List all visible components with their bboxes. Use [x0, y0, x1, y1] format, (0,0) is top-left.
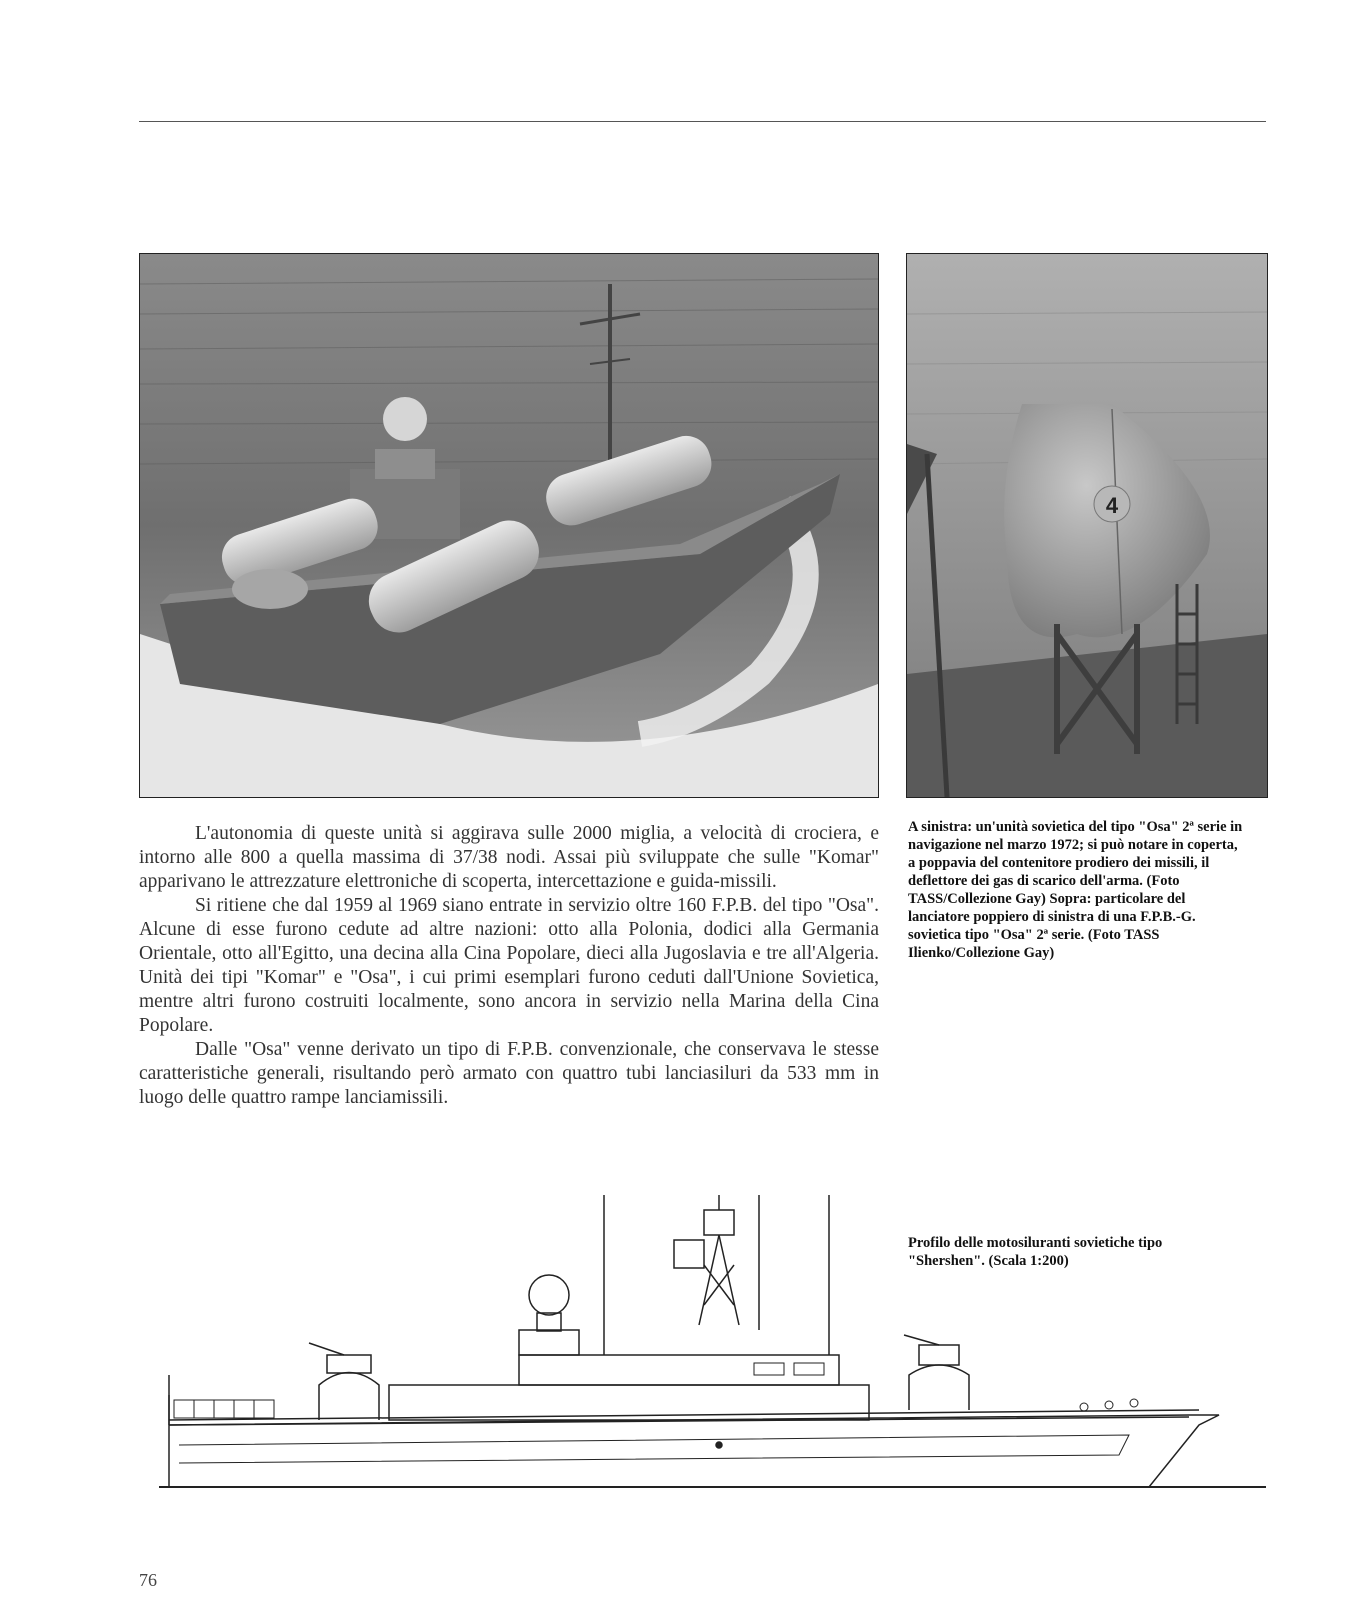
body-paragraph: Dalle "Osa" venne derivato un tipo di F.P.B. convenzionale, che conservava le stesse caratteristiche generali, risultando però armato con quattro tubi lanciasiluri da 533 mm in luogo delle quattro rampe lanciamissili.: [139, 1039, 879, 1108]
launcher-number-mark: 4: [1105, 493, 1119, 518]
body-text: [139, 822, 879, 1110]
osa-boat-photo: [139, 253, 879, 798]
page-number: 76: [139, 1570, 157, 1590]
body-paragraph: Si ritiene che dal 1959 al 1969 siano entrate in servizio oltre 160 F.P.B. del tipo "Osa". Alcune di esse furono cedute ad altre nazioni: otto alla Polonia, dodici alla Germania Orientale, otto all'Egitto, una decina alla Cina Popolare, dieci alla Jugoslavia e tre all'Algeria. Unità dei tipi "Komar" e "Osa", i cui primi esemplari furono ceduti dall'Unione Sovietica, mentre altri furono costruiti localmente, sono ancora in servizio nella Marina della Cina Popolare.: [139, 895, 879, 1036]
photo-caption: A sinistra: un'unità sovietica del tipo "Osa" 2ª serie in navigazione nel marzo 1972; si può notare in coperta, a poppavia del contenitore prodiero dei missili, il deflettore dei gas di scarico dell'arma. (Foto TASS/Collezione Gay) Sopra: particolare del lanciatore poppiero di sinistra di una F.P.B.-G. sovietica tipo "Osa" 2ª serie. (Foto TASS Ilienko/Collezione Gay): [908, 819, 1243, 961]
shershen-profile-drawing: [139, 1195, 1266, 1505]
profile-caption: Profilo delle motosiluranti sovietiche tipo "Shershen". (Scala 1:200): [908, 1235, 1163, 1269]
top-rule: [139, 121, 1266, 122]
body-paragraph: L'autonomia di queste unità si aggirava sulle 2000 miglia, a velocità di crociera, e intorno alle 800 a quella massima di 37/38 nodi. Assai più sviluppate che sulle "Komar" apparivano le attrezzature elettroniche di scoperta, intercettazione e guida-missili.: [139, 823, 879, 892]
launcher-detail-photo: [906, 253, 1268, 798]
